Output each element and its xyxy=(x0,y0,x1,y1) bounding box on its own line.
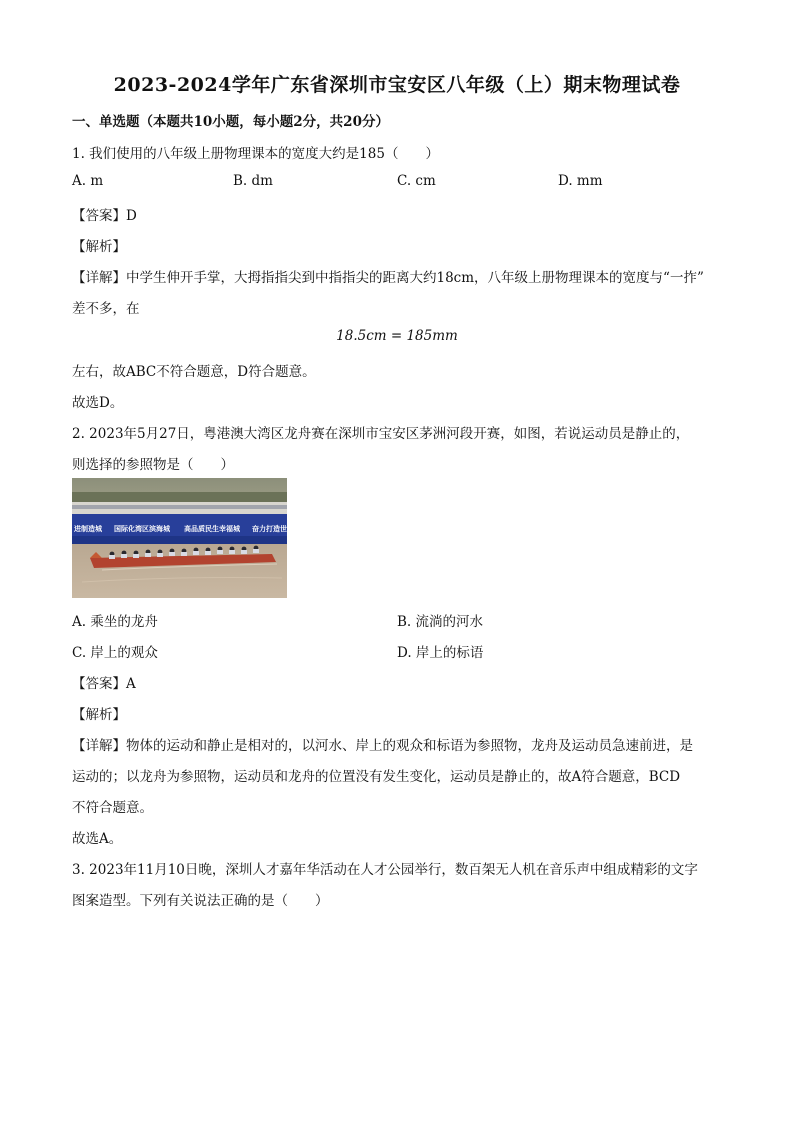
question-3-stem-line-2: 图案造型。下列有关说法正确的是（ ） xyxy=(72,893,329,909)
q1-detail-line-2: 差不多，在 xyxy=(72,301,140,317)
q2-answer: 【答案】A xyxy=(72,676,136,692)
dragon-boat-photo xyxy=(72,478,287,598)
q1-detail-line-3: 左右，故ABC不符合题意，D符合题意。 xyxy=(72,364,316,380)
question-1-stem: 1. 我们使用的八年级上册物理课本的宽度大约是185（ ） xyxy=(72,146,439,162)
q2-option-c: C. 岸上的观众 xyxy=(72,645,158,661)
q1-option-a: A. m xyxy=(72,173,104,189)
q2-analysis-label: 【解析】 xyxy=(72,707,126,723)
question-2-stem-line-1: 2. 2023年5月27日，粤港澳大湾区龙舟赛在深圳市宝安区茅洲河段开赛，如图，若说运动员是静止的， xyxy=(72,426,690,442)
q1-detail-line-1: 【详解】中学生伸开手掌，大拇指指尖到中指指尖的距离大约18cm，八年级上册物理课本的宽度与“一拃” xyxy=(72,270,704,286)
svg-text:进制造城: 进制造城 xyxy=(74,525,102,533)
q1-option-c: C. cm xyxy=(397,173,436,189)
q2-detail-line-1: 【详解】物体的运动和静止是相对的，以河水、岸上的观众和标语为参照物，龙舟及运动员急速前进，是 xyxy=(72,738,693,754)
question-3-stem-line-1: 3. 2023年11月10日晚，深圳人才嘉年华活动在人才公园举行，数百架无人机在音乐声中组成精彩的文字 xyxy=(72,862,698,878)
q2-option-a: A. 乘坐的龙舟 xyxy=(72,614,158,630)
q1-answer: 【答案】D xyxy=(72,208,137,224)
page-title: 2023-2024学年广东省深圳市宝安区八年级（上）期末物理试卷 xyxy=(113,74,681,96)
q2-detail-line-2: 运动的；以龙舟为参照物，运动员和龙舟的位置没有发生变化，运动员是静止的，故A符合题意，BCD xyxy=(72,769,681,785)
svg-text:高品质民生幸福城: 高品质民生幸福城 xyxy=(184,525,240,533)
section-heading: 一、单选题（本题共10小题，每小题2分，共20分） xyxy=(72,114,389,130)
svg-text:国际化湾区滨海城: 国际化湾区滨海城 xyxy=(114,525,170,533)
q1-analysis-label: 【解析】 xyxy=(72,239,126,255)
q2-option-d: D. 岸上的标语 xyxy=(397,645,484,661)
q1-option-d: D. mm xyxy=(558,173,603,189)
q1-conclusion: 故选D。 xyxy=(72,395,124,411)
q2-conclusion: 故选A。 xyxy=(72,831,123,847)
question-2-stem-line-2: 则选择的参照物是（ ） xyxy=(72,457,234,473)
q1-option-b: B. dm xyxy=(233,173,273,189)
svg-text:奋力打造世: 奋力打造世 xyxy=(252,525,287,533)
q2-detail-line-3: 不符合题意。 xyxy=(72,800,153,816)
q1-formula: 18.5cm = 185mm xyxy=(336,328,458,344)
q2-option-b: B. 流淌的河水 xyxy=(397,614,484,630)
